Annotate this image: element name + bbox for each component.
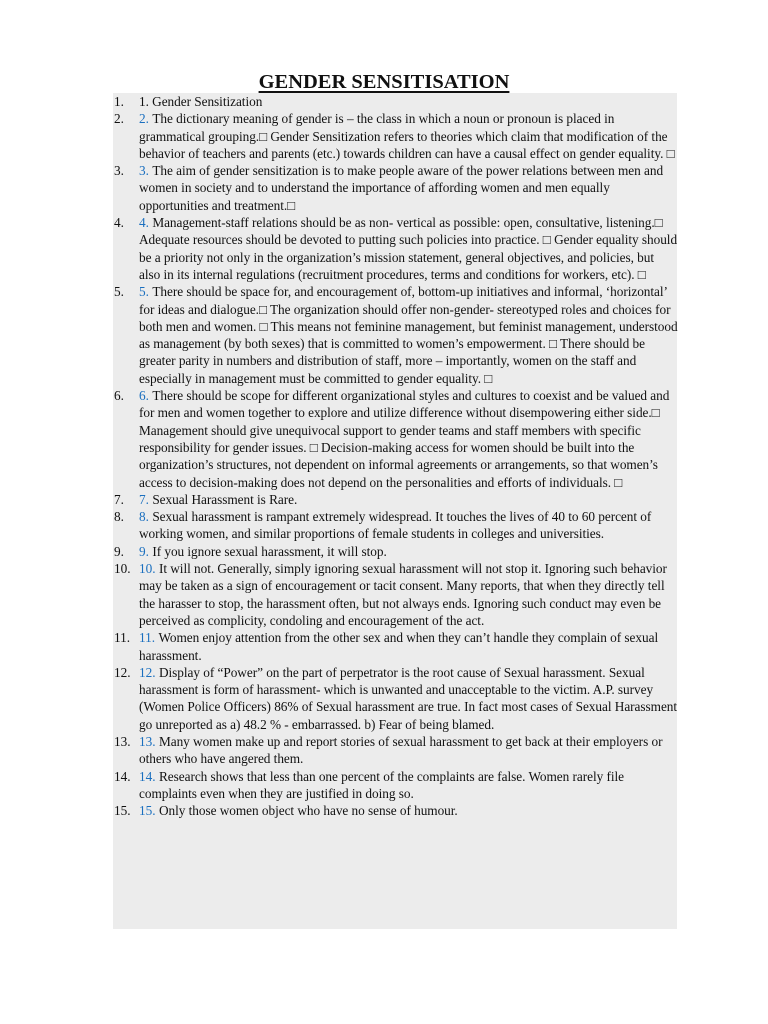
list-item <box>112 768 678 803</box>
list-item-text: There should be scope for different organizational styles and cultures to coexist and be valued and for men and women together to explore and utilize difference without disempowering either side.□ Management should give unequivocal support to gender teams and staff members with specific responsibility for gender issues. □ Decision-making access for women should be built into the organization’s structures, not dependent on informal agreements or arrangements, so that women’s access to decision-making does not depend on the personalities and efforts of individuals. □ <box>139 388 670 490</box>
list-item-number: 10. <box>114 561 131 577</box>
list-item <box>112 283 678 387</box>
list-item-text: Display of “Power” on the part of perpetrator is the root cause of Sexual harassment. Sexual harassment is form of harassment- which is unwanted and unacceptable to the victim. A.P. survey (Women Police Officers) 86% of Sexual harassment are true. In fact most cases of Sexual Harassment go unreported as a) 48.2 % - embarrassed. b) Fear of being blamed. <box>139 664 678 732</box>
list-item-number: 14. <box>114 768 131 784</box>
list-item-inner-number: 5. <box>139 284 149 300</box>
list-item-inner-number: 7. <box>139 491 149 507</box>
list-item-text: There should be space for, and encouragement of, bottom-up initiatives and informal, ‘horizontal’ for ideas and dialogue.□ The organization should offer non-gender- stereotyped roles and choices for both men and women. □ This means not feminine management, but feminist management, understood as management (by both sexes) that is committed to women’s empowerment. □ There should be greater parity in numbers and distribution of staff, more – importantly, women on the staff and especially in management must be committed to gender equality. □ <box>139 284 678 386</box>
list-item-number: 15. <box>114 803 131 819</box>
list-item-inner-number: 4. <box>139 215 149 231</box>
list-item-number: 7. <box>114 491 124 507</box>
list-item-number: 6. <box>114 388 124 404</box>
list-item-text: The dictionary meaning of gender is – the class in which a noun or pronoun is placed in grammatical grouping.□ Gender Sensitization refers to theories which claim that modification of the behavior of teachers and parents (etc.) towards children can have a causal effect on gender equality. □ <box>139 111 675 161</box>
list-item-number: 1. <box>114 94 124 109</box>
list-item-inner-number: 13. <box>139 733 156 749</box>
list-item <box>112 162 678 214</box>
list-item-text: The aim of gender sensitization is to make people aware of the power relations between men and women in society and to understand the importance of affording women and men equally opportunities and treatment.□ <box>139 163 664 213</box>
list-item-inner-number: 3. <box>139 163 149 179</box>
list-item-number: 3. <box>114 163 124 179</box>
list-item-text: 1. Gender Sensitization <box>139 94 263 109</box>
list-item <box>112 543 678 560</box>
list-item-text: Many women make up and report stories of sexual harassment to get back at their employers or others who have angered them. <box>139 733 663 767</box>
list-item <box>112 802 678 819</box>
document-title <box>0 70 768 94</box>
list-item-number: 12. <box>114 664 131 680</box>
list-item-inner-number: 6. <box>139 388 149 404</box>
list-item <box>112 110 678 162</box>
list-item-number: 4. <box>114 215 124 231</box>
list-item-inner-number: 14. <box>139 768 156 784</box>
list-item <box>112 664 678 733</box>
list-item-text: Only those women object who have no sense of humour. <box>158 803 458 819</box>
list-item-number: 8. <box>114 509 124 525</box>
list-item-inner-number: 2. <box>139 111 149 127</box>
list-item-text: Sexual Harassment is Rare. <box>152 491 298 507</box>
list-item <box>112 491 678 508</box>
list-item <box>112 214 678 283</box>
list-item-text: It will not. Generally, simply ignoring sexual harassment will not stop it. Ignoring such behavior may be taken as a sign of encouragement or tacit consent. Many reports, that when they directly tell the harasser to stop, the harassment often, but not always ends. Ignoring such conduct may even be perceived as complicity, condoling and encouragement of the act. <box>139 561 667 628</box>
list-item-inner-number: 8. <box>139 509 149 525</box>
list-item <box>112 560 678 629</box>
list-item <box>112 629 678 664</box>
list-item <box>112 93 678 110</box>
list-item-inner-number: 9. <box>139 543 149 559</box>
list-item-text: If you ignore sexual harassment, it will stop. <box>152 543 387 559</box>
list-item-text: Management-staff relations should be as non- vertical as possible: open, consultative, listening.□ Adequate resources should be devoted to putting such policies into practice. □ Gender equality should be a priority not only in the organization’s mission statement, general objectives, and policies, but also in its internal regulations (recruitment procedures, terms and conditions for workers, etc). □ <box>139 215 678 282</box>
list-item <box>112 733 678 768</box>
list-item-number: 2. <box>114 111 124 127</box>
list-item-number: 5. <box>114 284 124 300</box>
list-item-text: Research shows that less than one percent of the complaints are false. Women rarely file complaints even when they are justified in doing so. <box>139 768 625 801</box>
numbered-list <box>112 93 678 819</box>
list-item-number: 13. <box>114 733 131 749</box>
list-item-number: 11. <box>114 630 131 646</box>
list-item-text: Sexual harassment is rampant extremely widespread. It touches the lives of 40 to 60 percent of working women, and similar proportions of female students in colleges and universities. <box>139 509 652 542</box>
list-item-text: Women enjoy attention from the other sex and when they can’t handle they complain of sexual harassment. <box>139 630 659 663</box>
title-text: GENDER SENSITISATION <box>258 71 510 93</box>
list-item <box>112 387 678 491</box>
list-item-number: 9. <box>114 543 124 559</box>
list-item <box>112 508 678 543</box>
list-item-inner-number: 11. <box>139 630 156 646</box>
list-item-inner-number: 10. <box>139 561 156 577</box>
list-item-inner-number: 12. <box>139 664 156 680</box>
list-item-inner-number: 15. <box>139 803 156 819</box>
